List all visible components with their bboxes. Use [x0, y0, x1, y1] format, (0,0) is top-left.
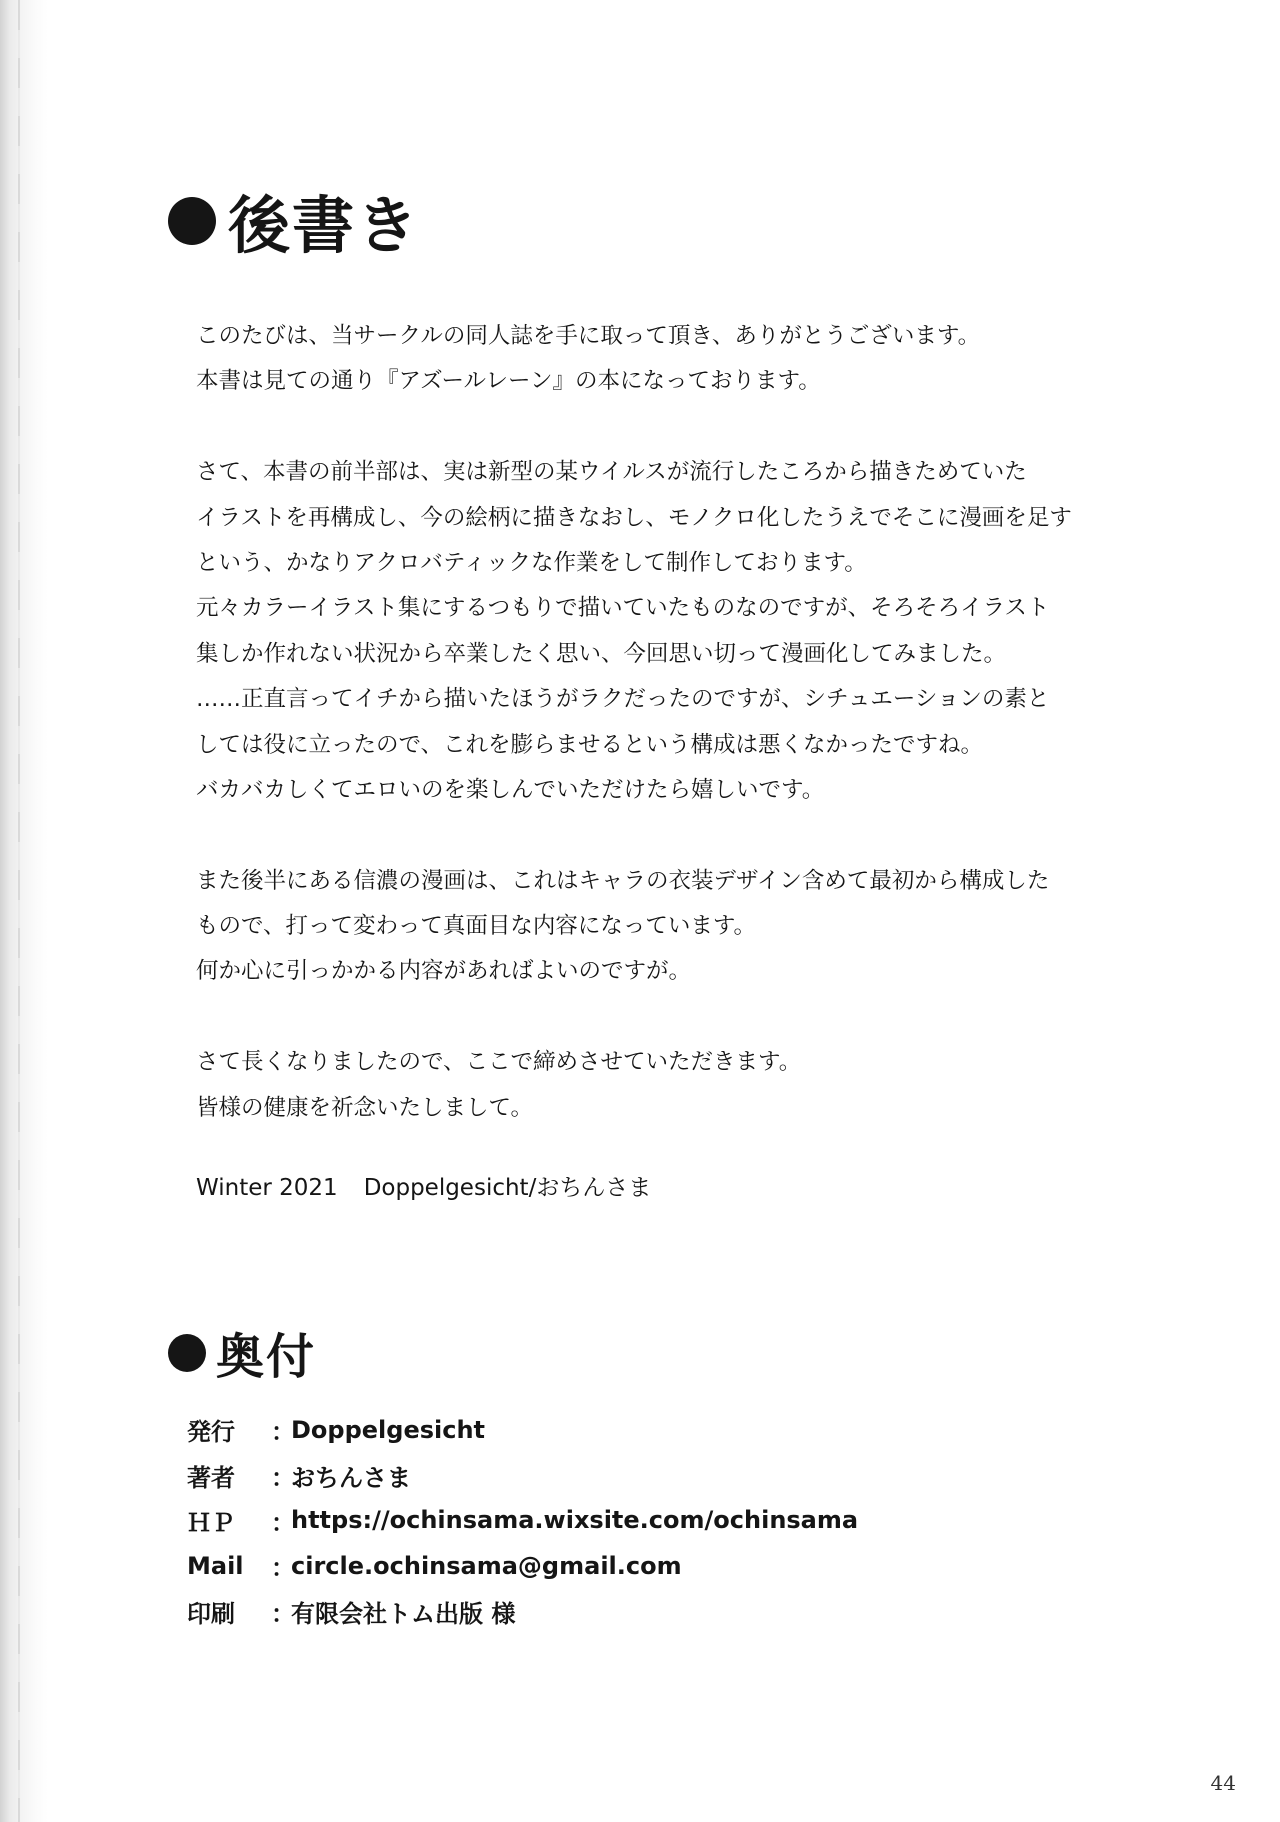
afterword-line: 皆様の健康を祈念いたしまして。 — [196, 1094, 534, 1121]
colophon-label: ＨＰ — [187, 1508, 235, 1537]
paragraph-gap — [196, 813, 1196, 858]
colophon-value: Doppelgesicht — [291, 1415, 486, 1444]
colophon-row-author — [187, 1452, 858, 1497]
afterword-heading — [168, 176, 420, 265]
afterword-line: このたびは、当サークルの同人誌を手に取って頂き、ありがとうございます。 — [196, 323, 981, 349]
colophon-label: 印刷 — [187, 1599, 235, 1628]
afterword-title: 後書き — [228, 189, 421, 262]
colophon-label: Mail — [187, 1551, 244, 1580]
signature-season: Winter 2021 — [196, 1175, 338, 1201]
afterword-line: 何か心に引っかかる内容があればよいのですが。 — [196, 958, 692, 985]
colophon-row-homepage — [187, 1498, 858, 1543]
afterword-line: 集しか作れない状況から卒業したく思い、今回思い切って漫画化してみました。 — [196, 640, 1007, 667]
afterword-body — [196, 314, 1196, 1131]
afterword-line: という、かなりアクロバティックな作業をして制作しております。 — [196, 549, 867, 576]
colophon-colon: ： — [271, 1463, 295, 1492]
colophon-value: 有限会社トム出版 様 — [291, 1599, 516, 1628]
heading-bullet-icon — [168, 197, 216, 245]
afterword-line: ……正直言ってイチから描いたほうがラクだったのですが、シチュエーションの素と — [196, 686, 1050, 713]
colophon-colon: ： — [271, 1599, 295, 1628]
colophon-colon: ： — [271, 1554, 295, 1583]
signature — [196, 1169, 651, 1202]
heading-bullet-icon — [168, 1334, 206, 1372]
afterword-line: 元々カラーイラスト集にするつもりで描いていたものなのですが、そろそろイラスト — [196, 595, 1050, 622]
colophon-row-mail — [187, 1543, 858, 1588]
afterword-line: イラストを再構成し、今の絵柄に描きなおし、モノクロ化したうえでそこに漫画を足す — [196, 504, 1072, 531]
afterword-line: さて、本書の前半部は、実は新型の某ウイルスが流行したころから描きためていた — [196, 459, 1027, 486]
colophon-title: 奥付 — [216, 1329, 317, 1385]
colophon-label: 発行 — [187, 1418, 235, 1447]
colophon-value: circle.ochinsama@gmail.com — [291, 1551, 682, 1580]
afterword-line: もので、打って変わって真面目な内容になっています。 — [196, 913, 757, 940]
afterword-line: バカバカしくてエロいのを楽しんでいただけたら嬉しいです。 — [196, 776, 825, 803]
colophon-value: https://ochinsama.wixsite.com/ochinsama — [291, 1506, 859, 1535]
colophon-colon: ： — [271, 1508, 295, 1537]
afterword-line: しては役に立ったので、これを膨らませるという構成は悪くなかったですね。 — [196, 731, 984, 758]
afterword-line: また後半にある信濃の漫画は、これはキャラの衣装デザイン含めて最初から構成した — [196, 867, 1050, 894]
colophon-row-printer — [187, 1589, 858, 1634]
colophon-label: 著者 — [187, 1463, 235, 1492]
colophon-value: おちんさま — [291, 1463, 411, 1492]
colophon-list — [187, 1407, 858, 1634]
page-binding-edge — [0, 0, 48, 1822]
colophon-colon: ： — [271, 1418, 295, 1447]
afterword-line: 本書は見ての通り『アズールレーン』の本になっております。 — [196, 368, 821, 395]
colophon-heading — [168, 1318, 316, 1387]
colophon-row-publisher — [187, 1407, 858, 1452]
paragraph-gap — [196, 995, 1196, 1040]
afterword-line: さて長くなりましたので、ここで締めさせていただきます。 — [196, 1049, 802, 1076]
paragraph-gap — [196, 405, 1196, 450]
signature-author: Doppelgesicht/おちんさま — [363, 1175, 652, 1201]
page-number: 44 — [1210, 1771, 1236, 1795]
